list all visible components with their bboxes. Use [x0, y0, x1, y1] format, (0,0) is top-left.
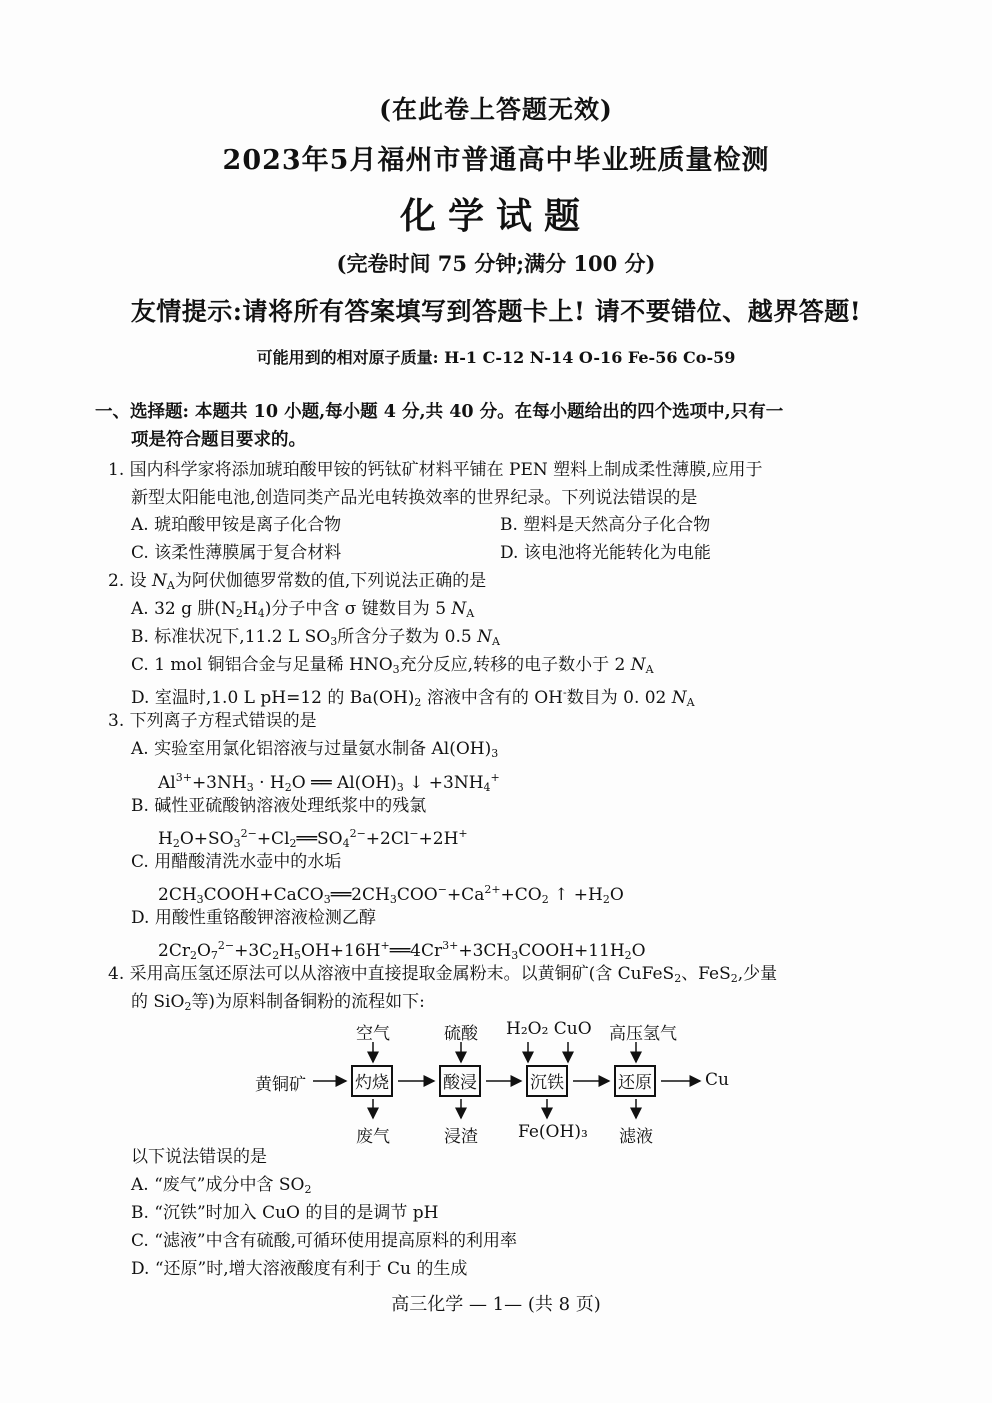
q1-option-d: D. 该电池将光能转化为电能 — [500, 543, 711, 563]
flow-output-filtrate: 滤液 — [619, 1127, 653, 1147]
flow-step-iron-removal: 沉铁 — [526, 1065, 568, 1097]
flow-output-feoh3: Fe(OH)₃ — [518, 1122, 588, 1142]
flow-input-air: 空气 — [356, 1024, 390, 1044]
flow-input-acid: 硫酸 — [444, 1024, 478, 1044]
flow-feed: 黄铜矿 — [255, 1075, 306, 1095]
q3-equation-a: $Al^{3+}+3NH_3 \cdot H_2O$ ══ $Al(OH)_3$ ↓ $+3NH_4^+$ — [158, 771, 500, 794]
flow-product: Cu — [705, 1070, 729, 1090]
flow-output-waste-gas: 废气 — [356, 1127, 390, 1147]
q2-option-b: B. 标准状况下,11.2 L $SO_3$所含分子数为 0.5 $N_A$ — [131, 627, 500, 648]
q4-option-a: A. “废气”成分中含 $SO_2$ — [131, 1175, 312, 1196]
flow-input-h2o2-cuo: H₂O₂ CuO — [506, 1019, 592, 1039]
q4-option-d: D. “还原”时,增大溶液酸度有利于 Cu 的生成 — [131, 1259, 468, 1279]
q3-stem: 3. 下列离子方程式错误的是 — [108, 711, 317, 731]
flow-step-leach: 酸浸 — [439, 1065, 481, 1097]
q1-stem-line-1: 1. 国内科学家将添加琥珀酸甲铵的钙钛矿材料平铺在 PEN 塑料上制成柔性薄膜,应用于 — [108, 460, 763, 480]
q3-option-a: A. 实验室用氯化铝溶液与过量氨水制备 $Al(OH)_3$ — [131, 739, 499, 760]
q3-option-d: D. 用酸性重铬酸钾溶液检测乙醇 — [131, 908, 376, 928]
q3-option-c: C. 用醋酸清洗水壶中的水垢 — [131, 852, 342, 872]
subject-title: 化学试题 — [399, 195, 592, 237]
friendly-tip: 友情提示:请将所有答案填写到答题卡上! 请不要错位、越界答题! — [130, 297, 862, 326]
time-info: (完卷时间 75 分钟;满分 100 分) — [336, 251, 656, 276]
q2-option-c: C. 1 mol 铜铝合金与足量稀 $HNO_3$充分反应,转移的电子数小于 2 $N_A$ — [131, 655, 654, 676]
atomic-masses: 可能用到的相对原子质量: H-1 C-12 N-14 O-16 Fe-56 Co-59 — [256, 348, 736, 367]
exam-title: 2023年5月福州市普通高中毕业班质量检测 — [222, 145, 770, 176]
q1-option-a: A. 琥珀酸甲铵是离子化合物 — [131, 515, 342, 535]
q1-option-c: C. 该柔性薄膜属于复合材料 — [131, 543, 342, 563]
q1-stem-line-2: 新型太阳能电池,创造同类产品光电转换效率的世界纪录。下列说法错误的是 — [131, 488, 698, 508]
q3-equation-b: $H_2O+SO_3^{2-}+Cl_2══SO_4^{2-}+2Cl^-+2H^+$ — [158, 827, 468, 850]
flow-step-reduction: 还原 — [614, 1065, 656, 1097]
exam-notice: (在此卷上答题无效) — [379, 95, 613, 124]
q4-stem-line-2: 的 SiO$_2$等)为原料制备铜粉的流程如下: — [131, 992, 425, 1013]
q1-option-b: B. 塑料是天然高分子化合物 — [500, 515, 711, 535]
q3-equation-c: $2CH_3COOH+CaCO_3══2CH_3COO^-+Ca^{2+}+CO_2$ ↑ $+H_2O$ — [158, 883, 624, 906]
q2-option-a: A. 32 g 肼$(N_2H_4)$分子中含 σ 键数目为 5 $N_A$ — [131, 599, 475, 620]
q4-stem-line-1: 4. 采用高压氢还原法可以从溶液中直接提取金属粉末。以黄铜矿(含 CuFeS$_2$、FeS$_2$,少量 — [108, 964, 778, 985]
q2-option-d: D. 室温时,1.0 L pH=12 的 $Ba(OH)_2$ 溶液中含有的 OH-数目为 0. 02 $N_A$ — [131, 686, 695, 709]
q3-equation-d: $2Cr_2O_7^{2-}+3C_2H_5OH+16H^+══4Cr^{3+}+3CH_3COOH+11H_2O$ — [158, 939, 646, 962]
flow-output-residue: 浸渣 — [444, 1127, 478, 1147]
q4-option-b: B. “沉铁”时加入 CuO 的目的是调节 pH — [131, 1203, 439, 1223]
q4-ask: 以下说法错误的是 — [131, 1147, 267, 1167]
page-footer: 高三化学 — 1— (共 8 页) — [391, 1294, 601, 1315]
section-line-2: 项是符合题目要求的。 — [131, 430, 306, 450]
flow-step-roast: 灼烧 — [351, 1065, 393, 1097]
section-line-1: 一、选择题: 本题共 10 小题,每小题 4 分,共 40 分。在每小题给出的四个选项中,只有一 — [95, 402, 784, 422]
flow-input-hydrogen: 高压氢气 — [609, 1024, 677, 1044]
q2-stem: 2. 设 $N_A$为阿伏伽德罗常数的值,下列说法正确的是 — [108, 571, 487, 592]
q4-option-c: C. “滤液”中含有硫酸,可循环使用提高原料的利用率 — [131, 1231, 517, 1251]
q3-option-b: B. 碱性亚硫酸钠溶液处理纸浆中的残氯 — [131, 796, 427, 816]
